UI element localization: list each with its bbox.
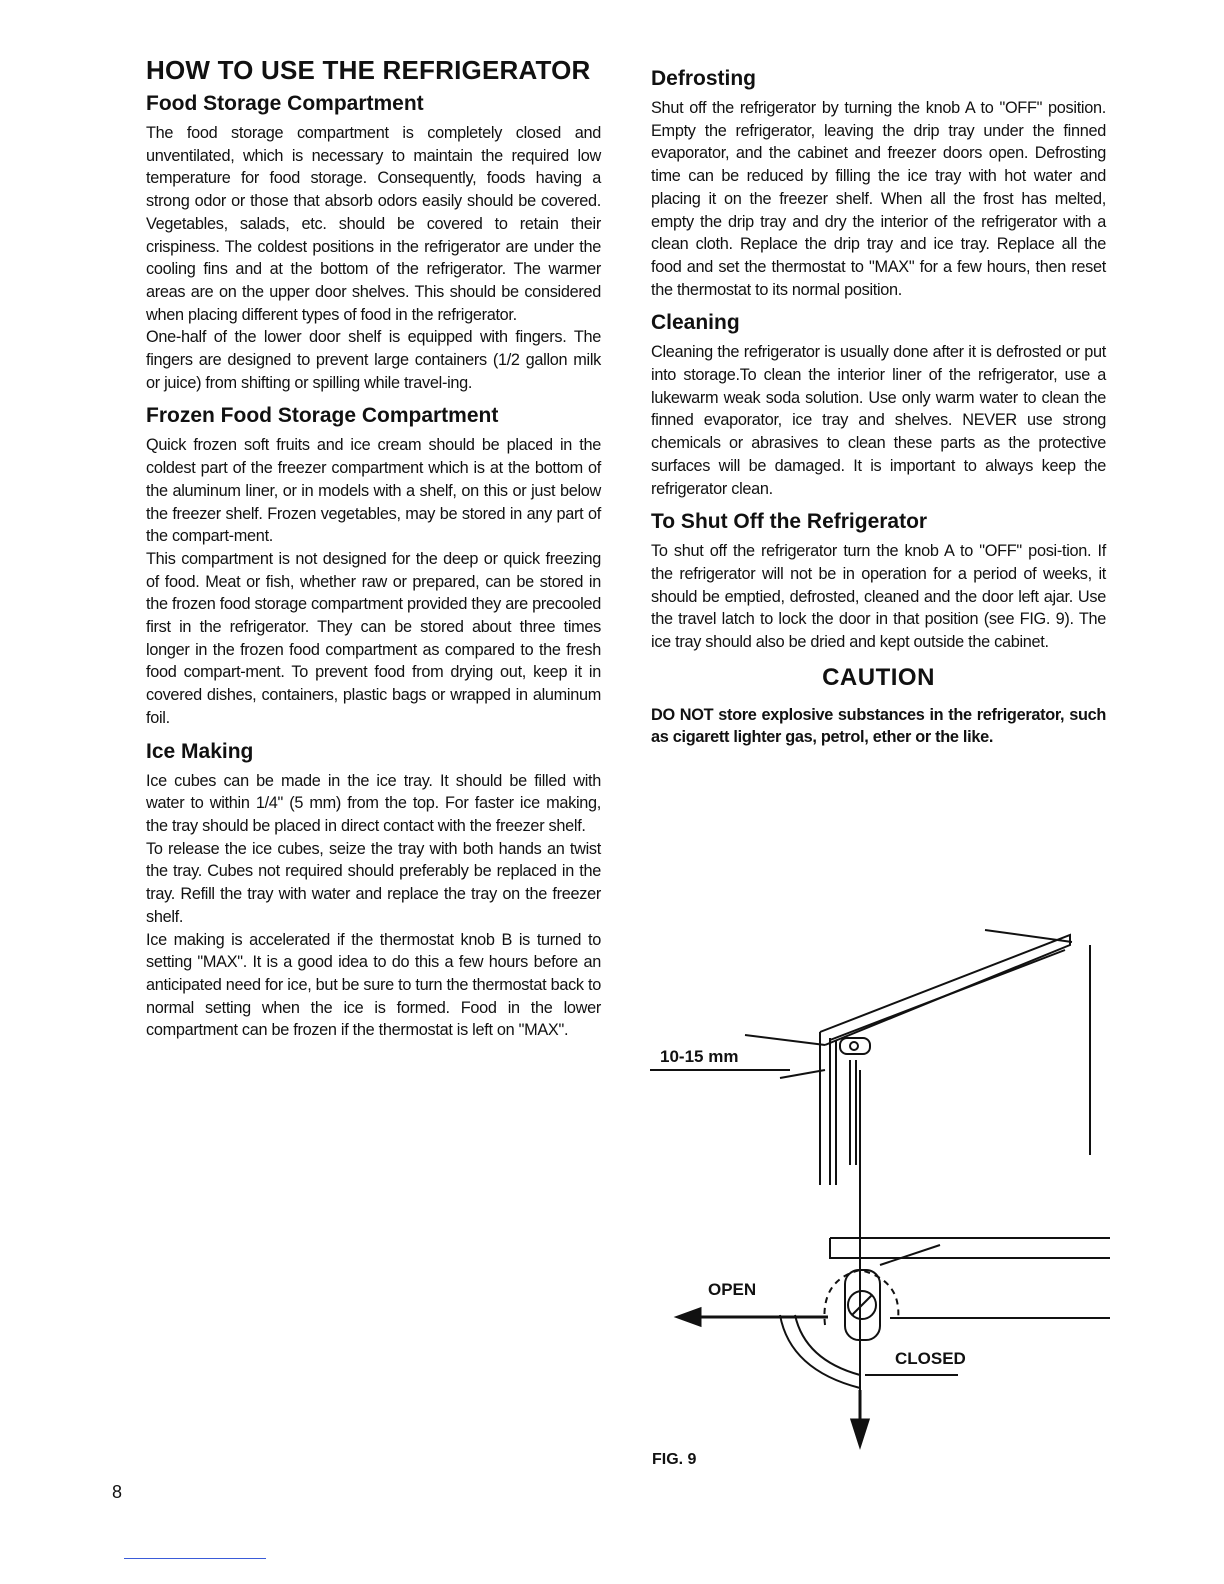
section-frozen-food xyxy=(146,404,601,729)
door-inner xyxy=(850,1060,856,1165)
lower-cabinet xyxy=(830,1238,1110,1258)
heading-food-storage: Food Storage Compartment xyxy=(146,92,424,115)
label-gap: 10-15 mm xyxy=(660,1047,739,1066)
latch-top xyxy=(840,1038,870,1054)
rotation-arc xyxy=(780,1315,860,1388)
paragraph-defrosting: Shut off the refrigerator by turning the knob A to "OFF" position. Empty the refrigerator, leaving the drip tray under the finned evaporator, and the cabinet and freezer doors open. Defrosting time can be reduced by filling the ice tray with hot water and placing it on the freezer shelf. When all the frost has melted, empty the drip tray and dry the interior of the refrigerator with a clean cloth. Replace the drip tray and ice tray. Replace all the food and set the thermostat to "MAX" for a few hours, then reset the thermostat to its normal position. xyxy=(651,99,1106,299)
section-defrosting xyxy=(651,67,1106,301)
label-open: OPEN xyxy=(708,1280,757,1299)
paragraph-ice-making-2: To release the ice cubes, seize the tray with both hands an twist the tray. Cubes not required should preferably be replaced in the tray. Refill the tray with water and replace the tray on the freezer shelf. xyxy=(146,839,601,926)
latch-bottom-slash xyxy=(852,1295,872,1315)
paragraph-food-storage-1: The food storage compartment is completely closed and unventilated, which is necessary to maintain the required low temperature for food storage. Consequently, foods having a strong odor or those that absorb odors easily should be covered. Vegetables, salads, etc. should be covered to retain their crispiness. The coldest positions in the refrigerator are under the cooling fins and at the bottom of the refrigerator. The warmer areas are on the upper door shelves. This should be considered when placing different types of food in the refrigerator. xyxy=(146,124,601,324)
section-shut-off xyxy=(651,510,1106,654)
paragraph-cleaning: Cleaning the refrigerator is usually done after it is defrosted or put into storage.To clean the interior liner of the refrigerator, use a lukewarm weak soda solution. Use only warm water to clean the finned evaporator, ice tray and shelves. NEVER use strong chemicals or abrasives to clean these parts as the protective surfaces will be damaged. It is important to always keep the refrigerator clean. xyxy=(651,343,1106,498)
right-column xyxy=(651,55,1106,759)
dimension-leader-bottom xyxy=(780,1070,825,1078)
freezer-top-line xyxy=(985,930,1072,942)
paragraph-frozen-food-1: Quick frozen soft fruits and ice cream should be placed in the coldest part of the freezer compartment which is at the bottom of the aluminum liner, or in models with a shelf, on this or just below the freezer shelf. Frozen vegetables, may be stored in any part of the compart-ment. xyxy=(146,436,601,546)
paragraph-ice-making-1: Ice cubes can be made in the ice tray. It should be filled with water to within 1/4" (5 mm) from the top. For faster ice making, the tray should be placed in direct contact with the freezer shelf. xyxy=(146,771,601,835)
freezer-top-edge-inner xyxy=(830,950,1065,1040)
heading-ice-making: Ice Making xyxy=(146,739,254,763)
heading-frozen-food: Frozen Food Storage Compartment xyxy=(146,404,499,428)
dashed-rotation xyxy=(824,1270,898,1325)
latch-top-screw xyxy=(850,1042,858,1050)
figure-travel-latch xyxy=(640,920,1110,1480)
paragraph-ice-making-3: Ice making is accelerated if the thermostat knob B is turned to setting "MAX". It is a good idea to do this a few hours before an anticipated need for ice, but be sure to turn the thermostat back to normal setting when the ice is formed. Food in the lower compartment can be frozen if the thermostat is left on "MAX". xyxy=(146,930,601,1040)
page-title: HOW TO USE THE REFRIGERATOR xyxy=(146,55,591,85)
section-ice-making xyxy=(146,740,601,1042)
open-arrow xyxy=(678,1309,828,1325)
heading-shut-off: To Shut Off the Refrigerator xyxy=(651,510,928,534)
lower-perspective xyxy=(880,1245,940,1265)
dimension-leader-top xyxy=(745,1035,825,1045)
label-closed: CLOSED xyxy=(895,1349,966,1368)
heading-caution: CAUTION xyxy=(822,663,935,691)
paragraph-frozen-food-2: This compartment is not designed for the deep or quick freezing of food. Meat or fish, whether raw or prepared, can be stored in the frozen food storage compartment provided they are precooled first in the refrigerator. They can be stored about three times longer in the frozen food compartment as compared to the fresh food compart-ment. To prevent food from drying out, keep it in covered dishes, containers, plastic bags or wrapped in aluminum foil. xyxy=(146,549,601,727)
section-cleaning xyxy=(651,311,1106,500)
down-arrow xyxy=(852,1390,868,1445)
paragraph-food-storage-2: One-half of the lower door shelf is equipped with fingers. The fingers are designed to prevent large containers (1/2 gallon milk or juice) from shifting or spilling while travel-ing. xyxy=(146,328,601,392)
caution-text: DO NOT store explosive substances in the refrigerator, such as cigarett lighter gas, petrol, ether or the like. xyxy=(651,705,1106,747)
page-number: 8 xyxy=(112,1482,123,1502)
left-column xyxy=(146,55,601,1052)
section-caution xyxy=(651,664,1106,749)
door-side xyxy=(820,1032,836,1185)
paragraph-shut-off: To shut off the refrigerator turn the knob A to "OFF" posi-tion. If the refrigerator will not be in operation for a period of weeks, it should be emptied, defrosted, cleaned and the door left ajar. Use the travel latch to lock the door in that position (see FIG. 9). The ice tray should also be dried and kept outside the cabinet. xyxy=(651,542,1106,652)
figure-caption: FIG. 9 xyxy=(652,1451,697,1468)
heading-defrosting: Defrosting xyxy=(651,67,756,90)
section-food-storage xyxy=(146,92,601,394)
footer-rule xyxy=(124,1558,266,1559)
heading-cleaning: Cleaning xyxy=(651,311,740,335)
